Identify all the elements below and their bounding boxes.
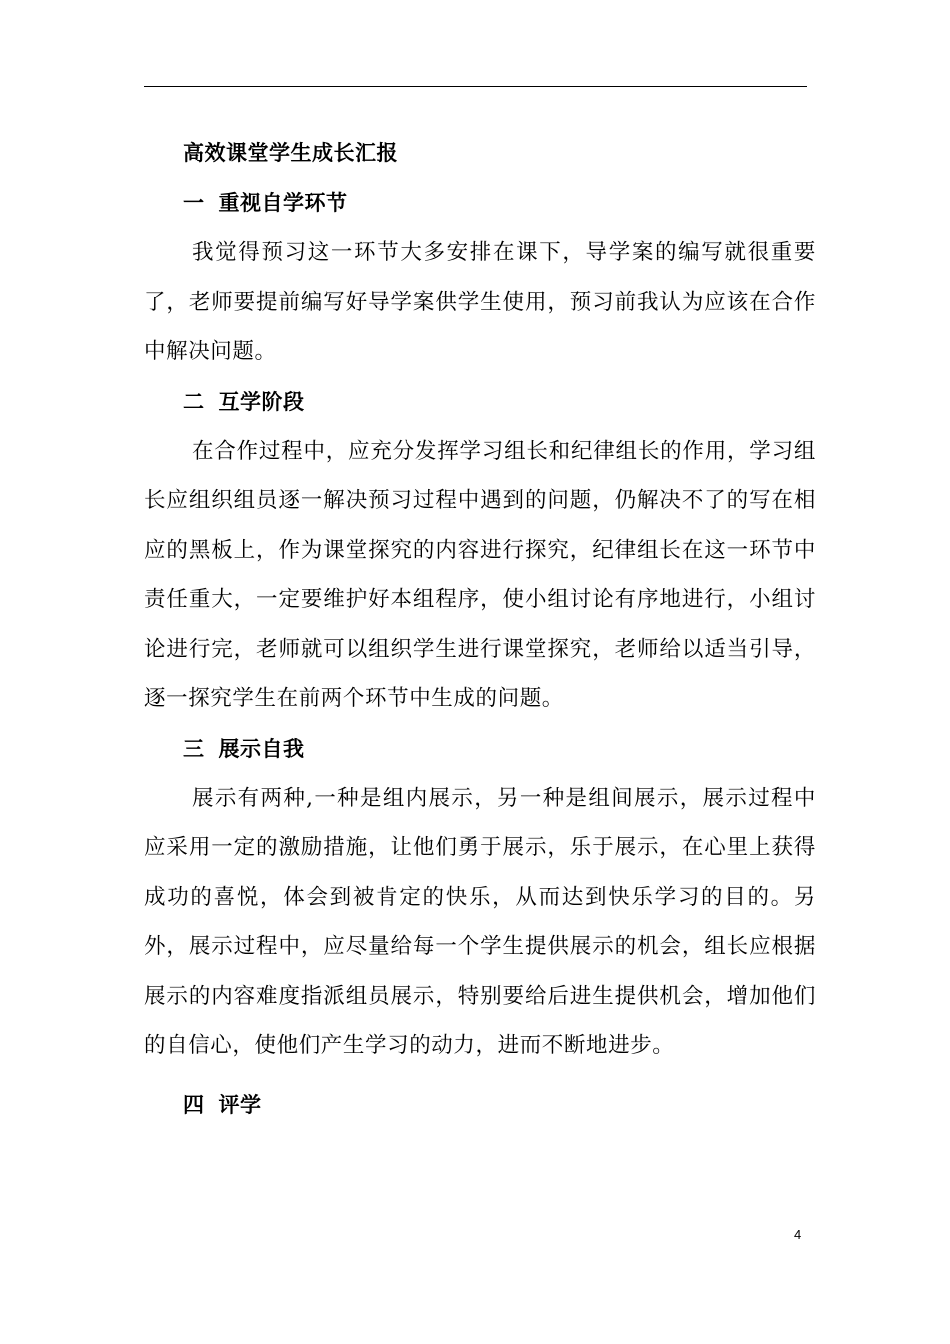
section-number-3: 三 [183,735,205,761]
section-heading-text-3: 展示自我 [218,735,305,761]
page-number: 4 [794,1227,802,1242]
section-2-paragraph: 在合作过程中，应充分发挥学习组长和纪律组长的作用，学习组长应组织组员逐一解决预习过程中遇到的问题，仍解决不了的写在相应的黑板上，作为课堂探究的内容进行探究，纪律组长在这一环节中责任重大，一定要维护好本组程序，使小组讨论有序地进行，小组讨论进行完，老师就可以组织学生进行课堂探究，老师给以适当引导，逐一探究学生在前两个环节中生成的问题。 [144,438,816,711]
section-heading-text-1: 重视自学环节 [218,190,348,215]
section-number-2: 二 [183,388,205,414]
section-heading-text-2: 互学阶段 [218,388,305,414]
section-3-paragraph: 展示有两种,一种是组内展示，另一种是组间展示，展示过程中应采用一定的激励措施，让他们勇于展示，乐于展示，在心里上获得成功的喜悦，体会到被肯定的快乐，从而达到快乐学习的目的。另外，展示过程中，应尽量给每一个学生提供展示的机会，组长应根据展示的内容难度指派组员展示，特别要给后进生提供机会，增加他们的自信心，使他们产生学习的动力，进而不断地进步。 [144,785,816,1058]
section-number-1: 一 [183,190,205,215]
section-heading-1 [144,178,816,228]
header-rule [144,86,807,87]
section-number-4: 四 [183,1091,205,1117]
document-title: 高效课堂学生成长汇报 [183,140,398,165]
section-heading-3 [144,724,816,774]
document-body [144,128,816,1130]
section-heading-text-4: 评学 [218,1091,262,1117]
section-1-paragraph: 我觉得预习这一环节大多安排在课下，导学案的编写就很重要了，老师要提前编写好导学案供学生使用，预习前我认为应该在合作中解决问题。 [144,240,816,364]
section-heading-4 [144,1080,816,1130]
section-heading-2 [144,377,816,427]
